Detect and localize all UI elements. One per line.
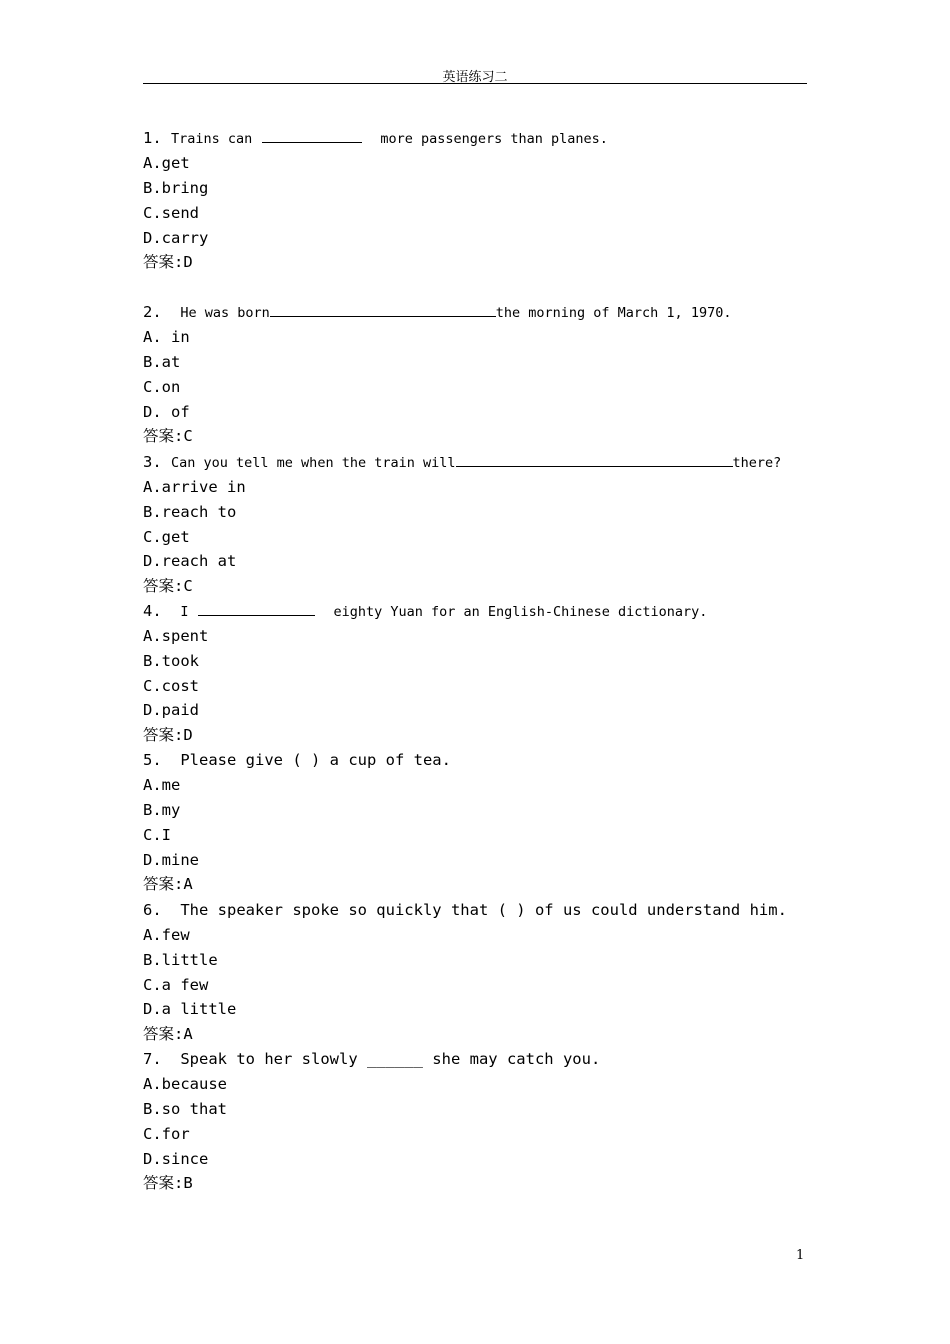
question-4-stem: [143, 601, 707, 622]
question-1-option-a: A.get: [143, 154, 190, 172]
question-text-after: more passengers than planes.: [380, 131, 608, 147]
question-2-option-b: B.at: [143, 353, 181, 371]
question-3-stem: [143, 452, 781, 473]
question-7-option-c: C.for: [143, 1125, 190, 1143]
question-text-before: Can you tell me when the train will: [171, 455, 456, 471]
page-header-title: 英语练习二: [442, 70, 508, 85]
question-6-stem: [143, 900, 787, 920]
question-4-option-a: A.spent: [143, 627, 209, 645]
answer-blank: [198, 601, 315, 616]
question-1-stem: [143, 128, 608, 149]
question-4-option-c: C.cost: [143, 677, 199, 695]
question-1-option-b: B.bring: [143, 179, 209, 197]
question-1-option-c: C.send: [143, 204, 199, 222]
question-6-option-a: A.few: [143, 926, 190, 944]
answer-blank: [270, 302, 496, 317]
question-number: 5.: [143, 751, 162, 769]
question-text-before: He was born: [180, 305, 270, 321]
question-3-option-b: B.reach to: [143, 503, 237, 521]
question-number: 7.: [143, 1050, 162, 1068]
question-number: 2.: [143, 303, 162, 321]
question-2-option-a: A. in: [143, 328, 190, 346]
page-number: 1: [796, 1248, 805, 1263]
header-divider: [143, 83, 807, 84]
question-text: Please give ( ) a cup of tea.: [180, 751, 451, 769]
question-5-option-d: D.mine: [143, 851, 199, 869]
question-3-answer: 答案:C: [143, 577, 193, 595]
question-4-option-d: D.paid: [143, 701, 199, 719]
question-6-option-c: C.a few: [143, 976, 209, 994]
question-6-answer: 答案:A: [143, 1025, 193, 1043]
question-text-after: there?: [732, 455, 782, 471]
question-1-option-d: D.carry: [143, 229, 209, 247]
question-text: Speak to her slowly ______ she may catch you.: [180, 1050, 601, 1068]
question-2-option-d: D. of: [143, 403, 190, 421]
question-4-option-b: B.took: [143, 652, 199, 670]
question-number: 1.: [143, 129, 162, 147]
question-number: 6.: [143, 901, 162, 919]
question-3-option-d: D.reach at: [143, 552, 237, 570]
answer-blank: [262, 128, 362, 143]
question-6-option-d: D.a little: [143, 1000, 237, 1018]
question-3-option-c: C.get: [143, 528, 190, 546]
question-2-option-c: C.on: [143, 378, 181, 396]
question-2-answer: 答案:C: [143, 427, 193, 445]
question-7-option-b: B.so that: [143, 1100, 227, 1118]
question-5-answer: 答案:A: [143, 875, 193, 893]
question-3-option-a: A.arrive in: [143, 478, 246, 496]
question-1-answer: 答案:D: [143, 253, 193, 271]
question-5-option-a: A.me: [143, 776, 181, 794]
question-7-answer: 答案:B: [143, 1174, 193, 1192]
question-text-before: Trains can: [171, 131, 253, 147]
question-text: The speaker spoke so quickly that ( ) of us could understand him.: [180, 901, 787, 919]
question-4-answer: 答案:D: [143, 726, 193, 744]
question-7-stem: [143, 1049, 600, 1069]
answer-blank: [456, 452, 733, 467]
question-5-stem: [143, 750, 451, 770]
question-5-option-b: B.my: [143, 801, 181, 819]
question-7-option-a: A.because: [143, 1075, 227, 1093]
question-text-after: eighty Yuan for an English-Chinese dictionary.: [333, 604, 708, 620]
question-7-option-d: D.since: [143, 1150, 209, 1168]
question-text-before: I: [180, 604, 189, 620]
question-5-option-c: C.I: [143, 826, 171, 844]
question-text-after: the morning of March 1, 1970.: [495, 305, 732, 321]
question-6-option-b: B.little: [143, 951, 218, 969]
question-2-stem: [143, 302, 731, 323]
question-number: 3.: [143, 453, 162, 471]
question-number: 4.: [143, 602, 162, 620]
